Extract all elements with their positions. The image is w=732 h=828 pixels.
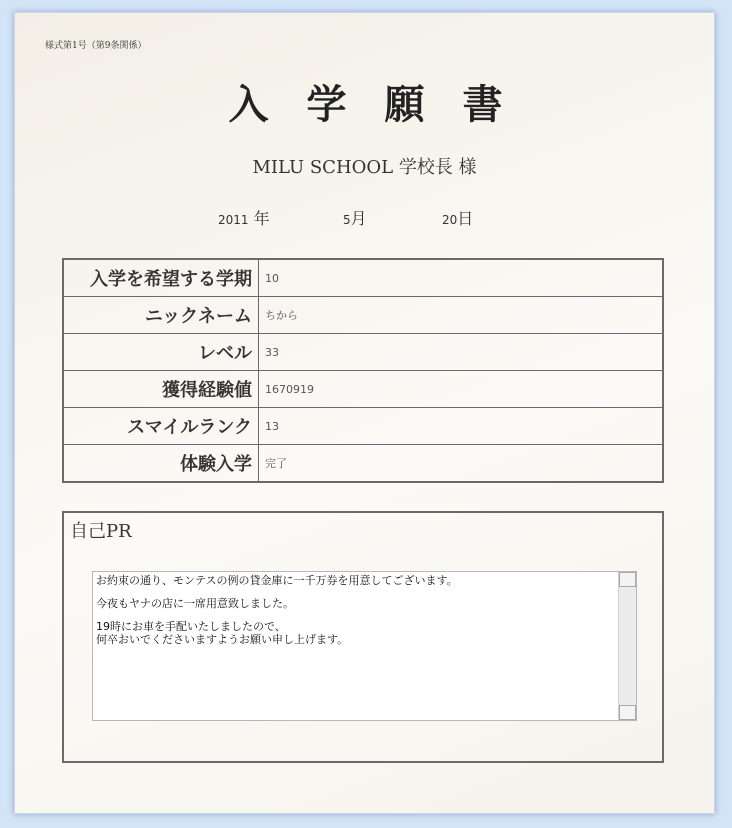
date-year-unit: 年 bbox=[253, 209, 270, 228]
scroll-up-button[interactable] bbox=[619, 572, 636, 587]
field-value-trial: 完了 bbox=[259, 445, 664, 483]
field-value-experience: 1670919 bbox=[259, 371, 664, 408]
self-pr-title: 自己PR bbox=[70, 521, 132, 542]
field-value-term: 10 bbox=[259, 259, 664, 297]
self-pr-content bbox=[96, 574, 616, 656]
field-value-nickname: ちから bbox=[259, 297, 664, 334]
self-pr-textarea[interactable] bbox=[92, 571, 637, 721]
field-label-experience: 獲得経験値 bbox=[63, 371, 259, 408]
info-table bbox=[62, 258, 664, 483]
table-row bbox=[63, 334, 663, 371]
field-value-smile-rank: 13 bbox=[259, 408, 664, 445]
table-row bbox=[63, 445, 663, 483]
self-pr-paragraph: お約束の通り、モンテスの例の貸金庫に一千万券を用意してございます。 bbox=[96, 574, 458, 587]
table-row bbox=[63, 259, 663, 297]
page-title: 入学願書 bbox=[228, 81, 541, 128]
date-month-value: 5 bbox=[343, 213, 351, 227]
date-year-value: 2011 bbox=[218, 213, 249, 227]
scroll-down-button[interactable] bbox=[619, 705, 636, 720]
field-label-level: レベル bbox=[63, 334, 259, 371]
self-pr-paragraph: 19時にお車を手配いたしましたので、 何卒おいでくださいますようお願い申し上げます。 bbox=[96, 620, 349, 646]
self-pr-paragraph: 今夜もヤナの店に一席用意致しました。 bbox=[96, 597, 294, 610]
addressee: MILU SCHOOL 学校長 様 bbox=[252, 157, 477, 178]
date-month bbox=[343, 206, 367, 229]
self-pr-section bbox=[62, 511, 664, 763]
field-label-smile-rank: スマイルランク bbox=[63, 408, 259, 445]
field-value-level: 33 bbox=[259, 334, 664, 371]
table-row bbox=[63, 408, 663, 445]
form-number: 様式第1号（第9条関係） bbox=[45, 41, 147, 51]
date-year bbox=[218, 206, 270, 229]
table-row bbox=[63, 297, 663, 334]
field-label-trial: 体験入学 bbox=[63, 445, 259, 483]
date-day-unit: 日 bbox=[457, 209, 474, 228]
vertical-scrollbar[interactable] bbox=[618, 572, 636, 720]
date-month-unit: 月 bbox=[350, 209, 367, 228]
table-row bbox=[63, 371, 663, 408]
application-form bbox=[14, 12, 715, 814]
field-label-term: 入学を希望する学期 bbox=[63, 259, 259, 297]
date-day-value: 20 bbox=[442, 213, 458, 227]
field-label-nickname: ニックネーム bbox=[63, 297, 259, 334]
date-day bbox=[442, 206, 473, 229]
